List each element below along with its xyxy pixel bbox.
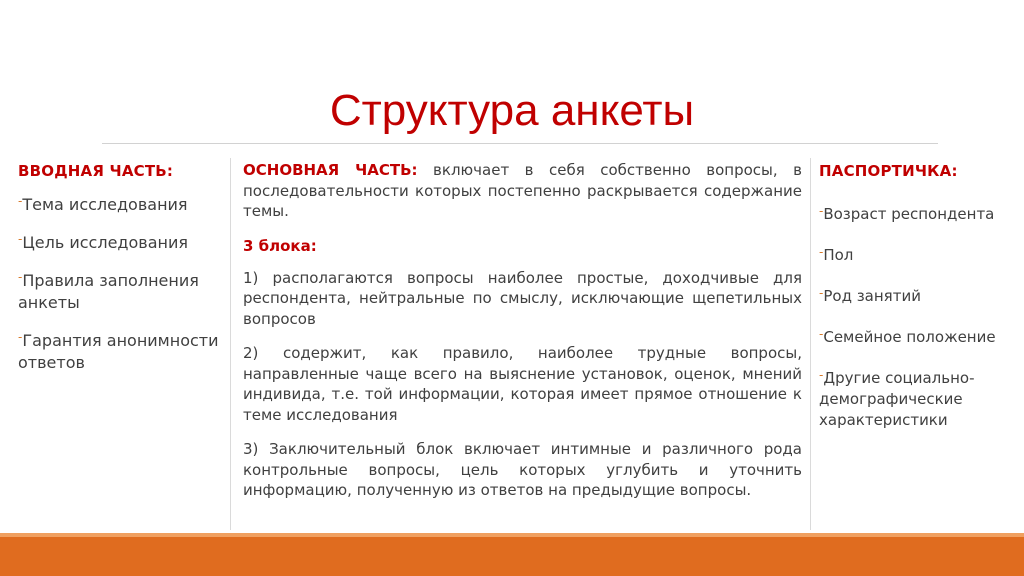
main-section-intro: [243, 160, 802, 222]
main-section-intro-text: включает в себя собственно вопросы, в последовательности которых постепенно раскрывается содержание темы.: [243, 161, 802, 220]
intro-section-column: [18, 160, 224, 390]
title-divider: [102, 143, 938, 144]
list-item: -Другие социально-демографические характеристики: [819, 368, 975, 429]
list-item: -Гарантия анонимности ответов: [18, 330, 219, 372]
list-item: -Род занятий: [819, 286, 921, 305]
list-item: -Тема исследования: [18, 194, 188, 214]
block-paragraph-2: 2) содержит, как правило, наиболее трудные вопросы, направленные чаще всего на выяснение установок, оценок, мнений индивида, т.е. той информации, которая имеет прямое отношение к теме исследования: [243, 344, 802, 424]
list-item: -Пол: [819, 245, 854, 264]
dash-bullet-icon: -: [819, 245, 824, 259]
intro-section-heading: ВВОДНАЯ ЧАСТЬ:: [18, 162, 174, 180]
dash-bullet-icon: -: [18, 232, 23, 246]
list-item: -Цель исследования: [18, 232, 188, 252]
dash-bullet-icon: -: [819, 286, 824, 300]
column-divider-left: [230, 158, 231, 530]
intro-section-list: [18, 194, 224, 374]
column-divider-right: [810, 158, 811, 530]
dash-bullet-icon: -: [18, 270, 23, 284]
footer-bar: [0, 537, 1024, 576]
dash-bullet-icon: -: [819, 368, 824, 382]
dash-bullet-icon: -: [18, 330, 23, 344]
dash-bullet-icon: -: [819, 327, 824, 341]
passport-section-column: [819, 160, 1017, 451]
list-item: -Правила заполнения анкеты: [18, 270, 199, 312]
dash-bullet-icon: -: [18, 194, 23, 208]
list-item: -Семейное положение: [819, 327, 996, 346]
main-section-column: [243, 160, 802, 515]
list-item: -Возраст респондента: [819, 204, 995, 223]
block-paragraph-1: 1) располагаются вопросы наиболее простые, доходчивые для респондента, нейтральные по смыслу, исключающие щепетильных вопросов: [243, 268, 802, 328]
block-paragraph-3: 3) Заключительный блок включает интимные и различного рода контрольные вопросы, цель которых углубить и уточнить информацию, полученную из ответов на предыдущие вопросы.: [243, 440, 802, 499]
main-section-heading: ОСНОВНАЯ ЧАСТЬ:: [243, 161, 418, 179]
blocks-label: 3 блока:: [243, 236, 317, 255]
passport-section-list: [819, 204, 1017, 431]
passport-section-heading: ПАСПОРТИЧКА:: [819, 162, 958, 180]
dash-bullet-icon: -: [819, 204, 824, 218]
slide-title: Структура анкеты: [329, 86, 695, 135]
